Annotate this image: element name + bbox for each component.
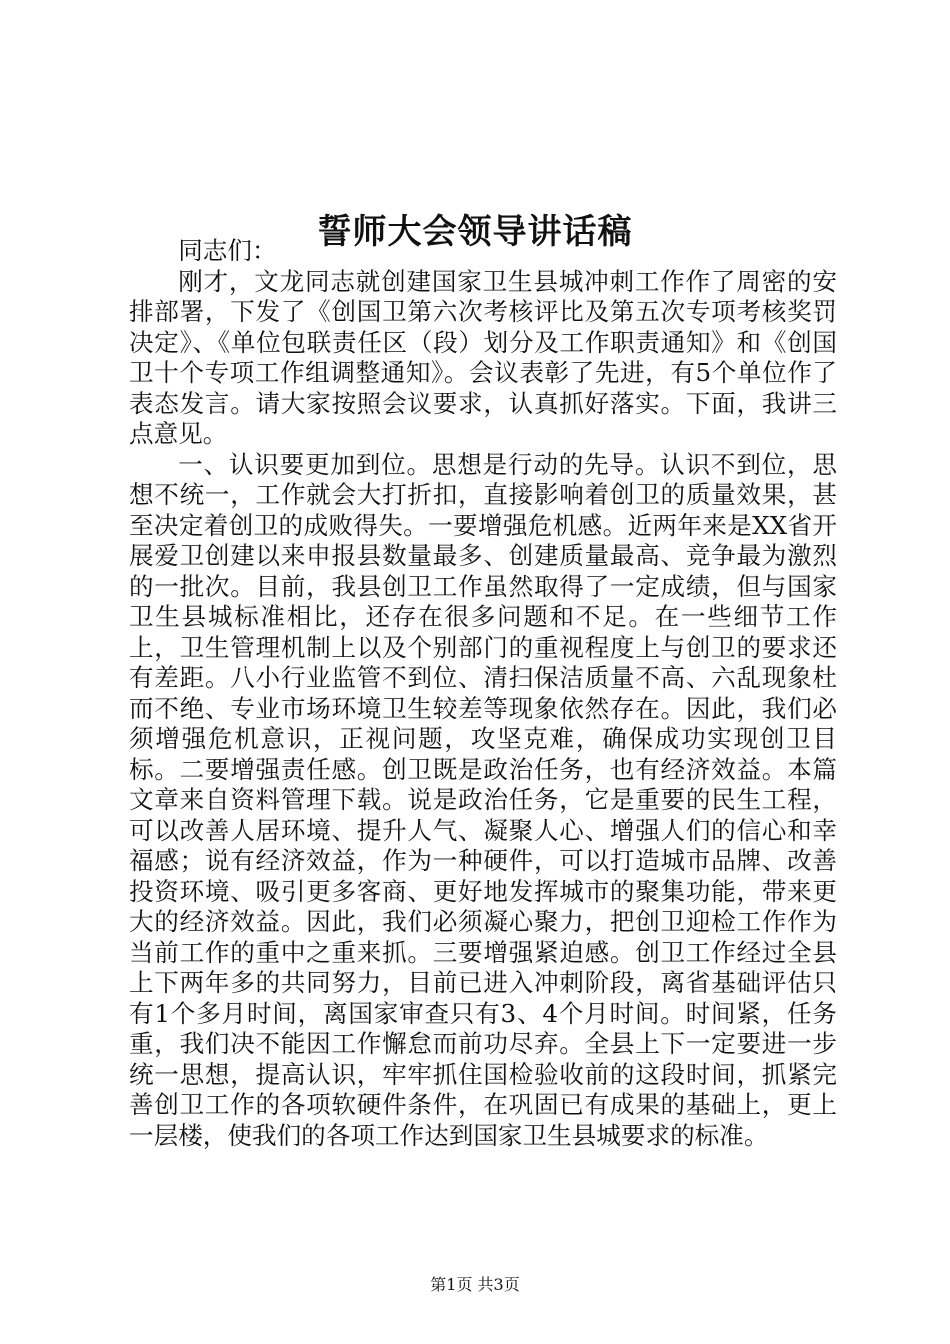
intro-paragraph: 刚才，文龙同志就创建国家卫生县城冲刺工作作了周密的安排部署，下发了《创国卫第六次考核评比及第五次专项考核奖罚决定》、《单位包联责任区（段）划分及工作职责通知》和《创国卫十个专项工作组调整通知》。会议表彰了先进，有5个单位作了表态发言。请大家按照会议要求，认真抓好落实。下面，我讲三点意见。 (129, 266, 837, 448)
document-title: 誓师大会领导讲话稿 (317, 211, 633, 252)
salutation-paragraph: 同志们： (178, 236, 277, 265)
page-footer: 第1页 共3页 (430, 1275, 520, 1294)
section-one-paragraph: 一、认识要更加到位。思想是行动的先导。认识不到位，思想不统一，工作就会大打折扣，直接影响着创卫的质量效果，甚至决定着创卫的成败得失。一要增强危机感。近两年来是XX省开展爱卫创建以来申报县数量最多、创建质量最高、竞争最为激烈的一批次。目前，我县创卫工作虽然取得了一定成绩，但与国家卫生县城标准相比，还存在很多问题和不足。在一些细节工作上，卫生管理机制上以及个别部门的重视程度上与创卫的要求还有差距。八小行业监管不到位、清扫保洁质量不高、六乱现象杜而不绝、专业市场环境卫生较差等现象依然存在。因此，我们必须增强危机意识，正视问题，攻坚克难，确保成功实现创卫目标。二要增强责任感。创卫既是政治任务，也有经济效益。本篇文章来自资料管理下载。说是政治任务，它是重要的民生工程，可以改善人居环境、提升人气、凝聚人心、增强人们的信心和幸福感；说有经济效益，作为一种硬件，可以打造城市品牌、改善投资环境、吸引更多客商、更好地发挥城市的聚集功能，带来更大的经济效益。因此，我们必须凝心聚力，把创卫迎检工作作为当前工作的重中之重来抓。三要增强紧迫感。创卫工作经过全县上下两年多的共同努力，目前已进入冲刺阶段，离省基础评估只有1个多月时间，离国家审查只有3、4个月时间。时间紧，任务重，我们决不能因工作懈怠而前功尽弃。全县上下一定要进一步统一思想，提高认识，牢牢抓住国检验收前的这段时间，抓紧完善创卫工作的各项软硬件条件，在巩固已有成果的基础上，更上一层楼，使我们的各项工作达到国家卫生县城要求的标准。 (129, 449, 837, 1150)
document-body (129, 236, 837, 1151)
